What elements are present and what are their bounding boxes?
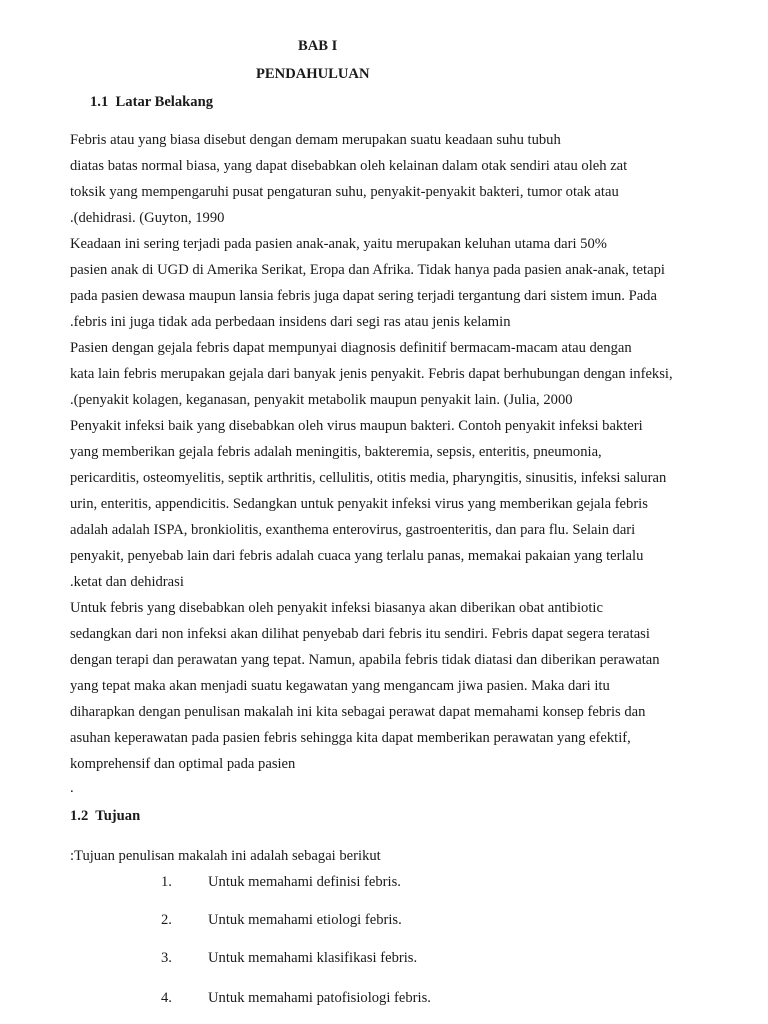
- section-number: 1.1: [90, 94, 109, 110]
- body-line: dengan terapi dan perawatan yang tepat. Namun, apabila febris tidak diatasi dan diberikan perawatan: [70, 652, 660, 668]
- body-line: .ketat dan dehidrasi: [70, 574, 184, 590]
- section-heading-1-1: [90, 93, 213, 111]
- body-line: yang tepat maka akan menjadi suatu kegawatan yang mengancam jiwa pasien. Maka dari itu: [70, 678, 610, 694]
- list-item-number: 2.: [161, 912, 172, 928]
- body-line: .(dehidrasi. (Guyton, 1990: [70, 210, 225, 226]
- body-line: Untuk febris yang disebabkan oleh penyakit infeksi biasanya akan diberikan obat antibiotic: [70, 600, 603, 616]
- list-item-text: Untuk memahami klasifikasi febris.: [208, 950, 418, 966]
- body-line: toksik yang mempengaruhi pusat pengaturan suhu, penyakit-penyakit bakteri, tumor otak atau: [70, 184, 619, 200]
- list-item-number: 3.: [161, 950, 172, 966]
- body-line: asuhan keperawatan pada pasien febris sehingga kita dapat memberikan perawatan yang efektif,: [70, 730, 631, 746]
- tujuan-intro: :Tujuan penulisan makalah ini adalah sebagai berikut: [70, 848, 381, 864]
- body-line: pericarditis, osteomyelitis, septik arthritis, cellulitis, otitis media, pharyngitis, sinusitis, infeksi saluran: [70, 470, 667, 486]
- body-line: yang memberikan gejala febris adalah meningitis, bakteremia, sepsis, enteritis, pneumonia,: [70, 444, 602, 460]
- body-line: .: [70, 780, 74, 796]
- list-item-number: 4.: [161, 990, 172, 1006]
- body-line: pada pasien dewasa maupun lansia febris juga dapat sering terjadi tergantung dari sistem imun. Pada: [70, 288, 657, 304]
- chapter-title: PENDAHULUAN: [256, 66, 370, 82]
- body-line: pasien anak di UGD di Amerika Serikat, Eropa dan Afrika. Tidak hanya pada pasien anak-anak, tetapi: [70, 262, 665, 278]
- body-line: Febris atau yang biasa disebut dengan demam merupakan suatu keadaan suhu tubuh: [70, 132, 561, 148]
- section-title: Tujuan: [95, 808, 141, 824]
- body-line: diatas batas normal biasa, yang dapat disebabkan oleh kelainan dalam otak sendiri atau oleh zat: [70, 158, 628, 174]
- body-line: Pasien dengan gejala febris dapat mempunyai diagnosis definitif bermacam-macam atau dengan: [70, 340, 632, 356]
- list-item-text: Untuk memahami patofisiologi febris.: [208, 990, 431, 1006]
- list-item-number: 1.: [161, 874, 172, 890]
- body-line: .(penyakit kolagen, keganasan, penyakit metabolik maupun penyakit lain. (Julia, 2000: [70, 392, 573, 408]
- body-line: .febris ini juga tidak ada perbedaan insidens dari segi ras atau jenis kelamin: [70, 314, 511, 330]
- body-line: Penyakit infeksi baik yang disebabkan oleh virus maupun bakteri. Contoh penyakit infeksi bakteri: [70, 418, 643, 434]
- list-item-text: Untuk memahami etiologi febris.: [208, 912, 402, 928]
- section-title: Latar Belakang: [115, 94, 213, 110]
- body-line: penyakit, penyebab lain dari febris adalah cuaca yang terlalu panas, memakai pakaian yang terlalu: [70, 548, 644, 564]
- body-line: adalah adalah ISPA, bronkiolitis, exanthema enterovirus, gastroenteritis, dan para flu. Selain dari: [70, 522, 636, 538]
- chapter-number: BAB I: [298, 38, 338, 54]
- body-line: Keadaan ini sering terjadi pada pasien anak-anak, yaitu merupakan keluhan utama dari 50%: [70, 236, 607, 252]
- body-line: sedangkan dari non infeksi akan dilihat penyebab dari febris itu sendiri. Febris dapat segera teratasi: [70, 626, 650, 642]
- body-line: diharapkan dengan penulisan makalah ini kita sebagai perawat dapat memahami konsep febris dan: [70, 704, 646, 720]
- body-line: kata lain febris merupakan gejala dari banyak jenis penyakit. Febris dapat berhubungan dengan infeksi,: [70, 366, 673, 382]
- section-number: 1.2: [70, 808, 89, 824]
- body-line: urin, enteritis, appendicitis. Sedangkan untuk penyakit infeksi virus yang memberikan gejala febris: [70, 496, 648, 512]
- body-line: komprehensif dan optimal pada pasien: [70, 756, 296, 772]
- section-heading-1-2: [70, 807, 140, 825]
- list-item-text: Untuk memahami definisi febris.: [208, 874, 401, 890]
